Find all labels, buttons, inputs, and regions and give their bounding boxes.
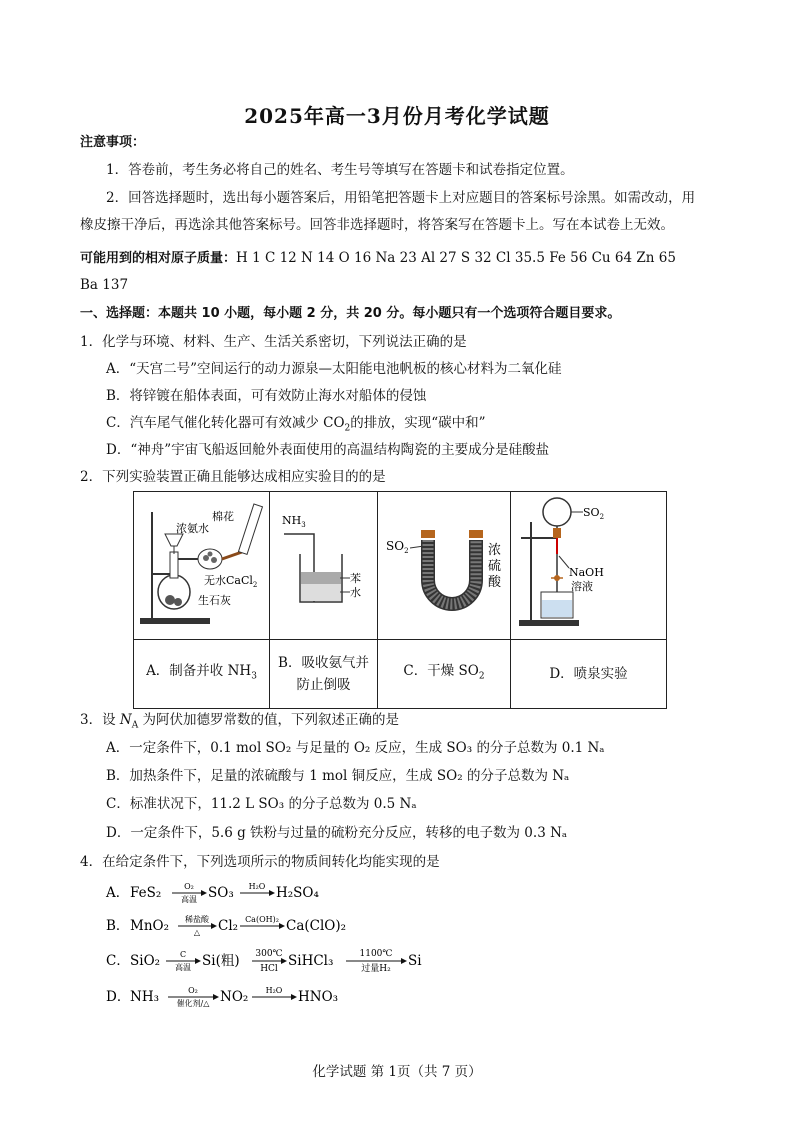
caption-b: B．吸收氨气并 防止倒吸: [270, 640, 378, 709]
apparatus-table: [133, 491, 667, 709]
q4-d-c1-top: O₂: [188, 986, 198, 995]
label-cotton: 棉花: [212, 510, 234, 523]
q4-a-label: A．: [106, 885, 130, 901]
q4-d-c2-top: H₂O: [265, 986, 283, 995]
q3-option-b: B．加热条件下，足量的浓硫酸与 1 mol 铜反应，生成 SO₂ 的分子总数为 Nₐ: [106, 768, 570, 784]
q4-b-c2-top: Ca(OH)₂: [245, 915, 279, 924]
q1-option-a: A．“天宫二号”空间运行的动力源泉—太阳能电池帆板的核心材料为二氧化硅: [106, 361, 562, 377]
q4-c-s4: Si: [408, 953, 422, 969]
label-conc3: 酸: [488, 575, 502, 590]
q4-a-c1-top: O₂: [184, 882, 194, 891]
label-conc-ammonia: 浓氨水: [176, 522, 209, 535]
q4-d-s3: HNO₃: [298, 989, 339, 1005]
q4-d-s2: NO₂: [220, 989, 249, 1005]
q1-option-c: C．汽车尾气催化转化器可有效减少 $CO_2$的排放，实现“碳中和”: [106, 415, 486, 434]
apparatus-c-diagram: [378, 492, 510, 635]
q1-option-b: B．将锌镀在船体表面，可有效防止海水对船体的侵蚀: [106, 388, 427, 404]
apparatus-b: [270, 492, 378, 640]
q4-b-s3: Ca(ClO)₂: [286, 918, 347, 934]
apparatus-b-diagram: [270, 492, 377, 635]
q4-b-s1: MnO₂: [130, 918, 169, 934]
notice-item-2: 2．回答选择题时，选出每小题答案后，用铅笔把答题卡上对应题目的答案标号涂黑。如需改动，用: [106, 190, 696, 206]
q4-c-c2-bot: HCl: [260, 964, 278, 974]
q4-c-c3-top: 1100℃: [359, 949, 393, 959]
q4-a-c2-top: H₂O: [248, 882, 266, 891]
section-heading: 一、选择题：本题共 10 小题，每小题 2 分，共 20 分。每小题只有一个选项符合题目要求。: [80, 306, 621, 321]
q4-b-c1-bot: △: [193, 928, 201, 937]
label-cacl2: 无水CaCl$_2$: [204, 574, 258, 589]
q4-b-label: B．: [106, 918, 130, 934]
q4-b-s2: Cl₂: [218, 918, 239, 934]
label-benzene: 苯: [350, 572, 361, 585]
apparatus-a-diagram: [134, 492, 269, 635]
q4-b-c1-top: 稀盐酸: [185, 915, 209, 924]
q4-reactions: [100, 872, 460, 1022]
label-solution: 溶液: [571, 580, 593, 593]
label-conc2: 硫: [488, 559, 502, 574]
caption-c: C．干燥 $SO_2$: [378, 640, 511, 709]
q3-option-c: C．标准状况下，11.2 L SO₃ 的分子总数为 0.5 Nₐ: [106, 796, 417, 812]
caption-a: A．制备并收 $NH_3$: [134, 640, 270, 709]
q4-c-s2: Si(粗): [202, 953, 240, 969]
label-conc1: 浓: [488, 543, 502, 558]
q4-d-s1: NH₃: [130, 989, 159, 1005]
q4-a-s3: H₂SO₄: [276, 885, 319, 901]
notice-item-1: 1．答卷前，考生务必将自己的姓名、考生号等填写在答题卡和试卷指定位置。: [106, 162, 574, 178]
q4-a-c1-bot: 高温: [181, 895, 197, 904]
notice-item-2-cont: 橡皮擦干净后，再选涂其他答案标号。回答非选择题时，将答案写在答题卡上。写在本试卷上无效。: [80, 217, 674, 233]
q1-stem: 1．化学与环境、材料、生产、生活关系密切，下列说法正确的是: [80, 334, 467, 350]
q4-d-c1-bot: 催化剂/△: [176, 999, 210, 1008]
q4-stem: 4．在给定条件下，下列选项所示的物质间转化均能实现的是: [80, 854, 440, 870]
page-title: 2025年高一3月份月考化学试题: [244, 104, 550, 128]
q3-stem: 3．设 $N_A$ 为阿伏加德罗常数的值，下列叙述正确的是: [80, 712, 399, 731]
apparatus-c: [378, 492, 511, 640]
q4-c-c1-bot: 高温: [175, 963, 191, 972]
notice-heading: 注意事项：: [80, 135, 146, 150]
q4-a-s2: SO₃: [208, 885, 234, 901]
label-so2-d: $SO_2$: [583, 506, 605, 521]
q1-option-d: D．“神舟”宇宙飞船返回舱外表面使用的高温结构陶瓷的主要成分是硅酸盐: [106, 442, 550, 458]
q4-c-s3: SiHCl₃: [288, 953, 334, 969]
q4-c-c1-top: C: [179, 950, 187, 959]
atomic-masses: [80, 247, 676, 266]
label-nh3: $NH_3$: [282, 514, 306, 529]
page-footer: 化学试题 第 1页（共 7 页）: [312, 1064, 482, 1080]
label-water: 水: [350, 586, 361, 599]
atomic-masses-label: 可能用到的相对原子质量：: [80, 251, 237, 266]
atomic-masses-values: H 1 C 12 N 14 O 16 Na 23 Al 27 S 32 Cl 35.5 Fe 56 Cu 64 Zn 65: [236, 250, 676, 266]
q4-c-c2-top: 300℃: [255, 949, 283, 959]
q2-stem: 2．下列实验装置正确且能够达成相应实验目的的是: [80, 469, 386, 485]
q4-d-label: D．: [106, 989, 131, 1005]
label-so2-c: $SO_2$: [386, 539, 409, 555]
apparatus-d: [511, 492, 667, 640]
q4-a-s1: FeS₂: [130, 885, 162, 901]
label-naoh: NaOH: [569, 566, 604, 579]
q4-c-label: C．: [106, 953, 130, 969]
apparatus-a: [134, 492, 270, 640]
atomic-masses-cont: Ba 137: [80, 277, 129, 293]
q4-c-c3-bot: 过量H₂: [361, 964, 391, 974]
q4-c-s1: SiO₂: [130, 953, 161, 969]
label-quicklime: 生石灰: [198, 594, 231, 607]
q3-option-a: A．一定条件下，0.1 mol SO₂ 与足量的 O₂ 反应，生成 SO₃ 的分子总数为 0.1 Nₐ: [106, 740, 605, 756]
caption-d: D．喷泉实验: [511, 640, 667, 709]
apparatus-d-diagram: [511, 492, 666, 635]
q3-option-d: D．一定条件下，5.6 g 铁粉与过量的硫粉充分反应，转移的电子数为 0.3 Nₐ: [106, 825, 568, 841]
